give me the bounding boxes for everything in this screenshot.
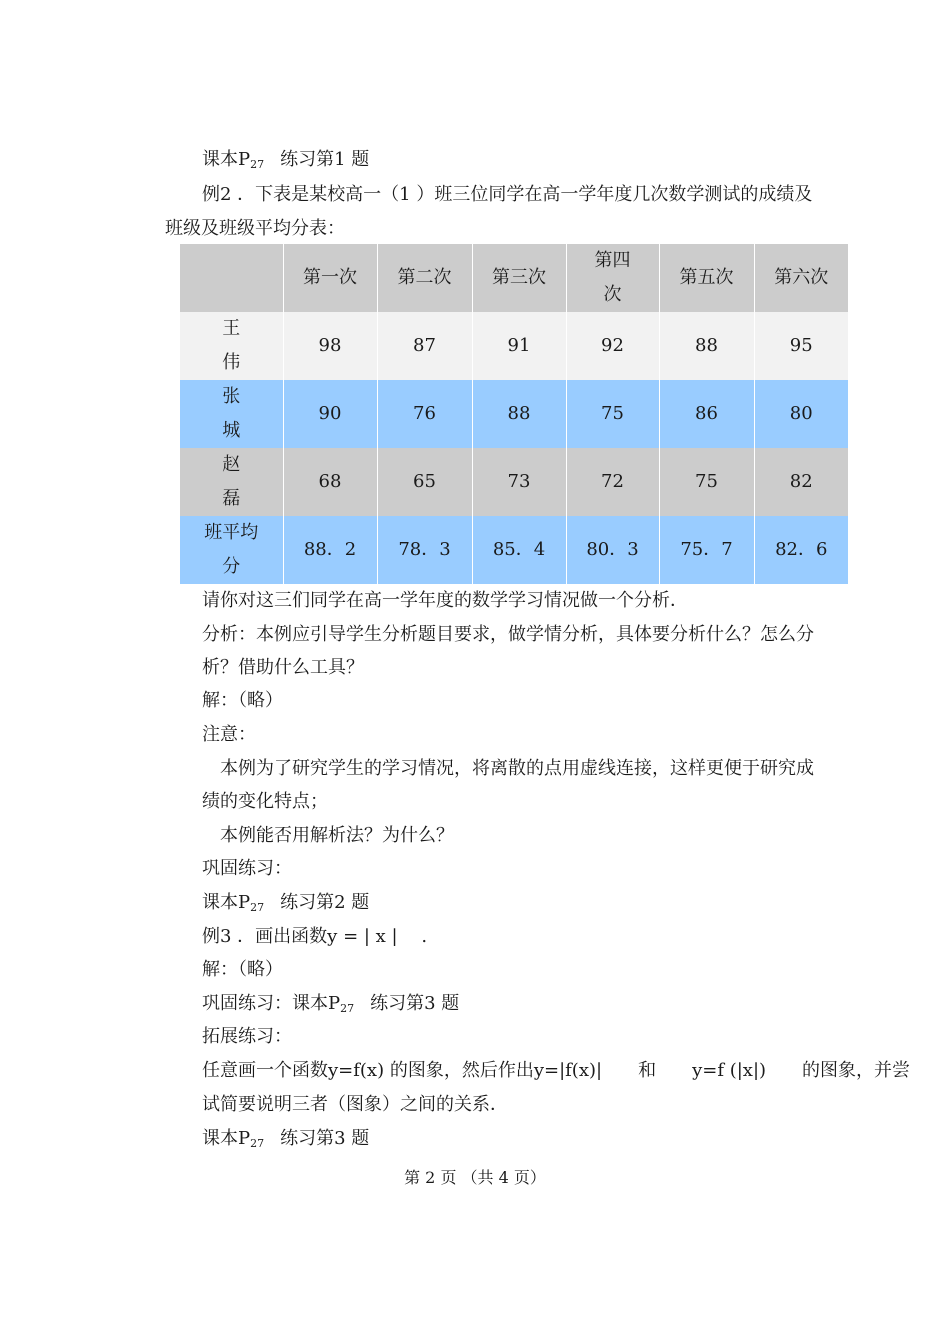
text-line: 请你对这三们同学在高一学年度的数学学习情况做一个分析． bbox=[202, 590, 688, 611]
note-text: 本例为了研究学生的学习情况，将离散的点用虚线连接，这样更便于研究成 bbox=[220, 758, 814, 779]
example-2-statement: 例2 ．下表是某校高一（1 ）班三位同学在高一学年度几次数学测试的成绩及 bbox=[202, 184, 813, 205]
table-header-cell: 第四 次 bbox=[566, 244, 659, 312]
table-row bbox=[180, 448, 848, 516]
note-question: 本例能否用解析法？为什么？ bbox=[220, 825, 454, 846]
score-cell: 90 bbox=[283, 380, 377, 448]
student-name-cell: 王 伟 bbox=[180, 312, 283, 380]
text-line: 课本$P_{27}$ 练习第3 题 bbox=[202, 1128, 370, 1150]
score-cell: 86 bbox=[659, 380, 754, 448]
score-cell: 76 bbox=[377, 380, 472, 448]
note-heading: 注意： bbox=[202, 724, 256, 745]
score-cell: 95 bbox=[754, 312, 848, 380]
average-cell: 88．2 bbox=[283, 516, 377, 584]
text-line: 课本$P_{27}$ 练习第1 题 bbox=[202, 149, 370, 171]
student-name-cell: 赵 磊 bbox=[180, 448, 283, 516]
table-header-cell: 第一次 bbox=[283, 244, 377, 312]
example-3-statement: 例3 ．画出函数y = | x | . bbox=[202, 926, 428, 947]
average-cell: 82．6 bbox=[754, 516, 848, 584]
table-header-cell: 第三次 bbox=[472, 244, 566, 312]
table-header-cell bbox=[180, 244, 283, 312]
score-cell: 80 bbox=[754, 380, 848, 448]
extension-text-cont: 试简要说明三者（图象）之间的关系． bbox=[202, 1094, 508, 1115]
score-cell: 88 bbox=[472, 380, 566, 448]
score-cell: 65 bbox=[377, 448, 472, 516]
page-footer: 第 2 页 （共 4 页） bbox=[404, 1168, 546, 1187]
extension-text: 任意画一个函数y=f(x) 的图象，然后作出y=|f(x)| 和 y=f (|x|) 的图象，并尝 bbox=[202, 1060, 911, 1081]
text-line: 巩固练习：课本$P_{27}$ 练习第3 题 bbox=[202, 993, 460, 1015]
class-average-label-cell: 班平均 分 bbox=[180, 516, 283, 584]
analysis-text: 分析：本例应引导学生分析题目要求，做学情分析，具体要分析什么？怎么分 bbox=[202, 624, 814, 645]
example-2-statement-cont: 班级及班级平均分表： bbox=[165, 218, 345, 239]
table-header-row bbox=[180, 244, 848, 312]
average-cell: 80．3 bbox=[566, 516, 659, 584]
table-header-cell: 第五次 bbox=[659, 244, 754, 312]
score-cell: 75 bbox=[659, 448, 754, 516]
analysis-text-cont: 析？借助什么工具？ bbox=[202, 657, 364, 678]
score-table bbox=[180, 244, 848, 584]
score-cell: 82 bbox=[754, 448, 848, 516]
student-name-cell: 张 城 bbox=[180, 380, 283, 448]
table-header-cell: 第二次 bbox=[377, 244, 472, 312]
table-row bbox=[180, 312, 848, 380]
score-cell: 98 bbox=[283, 312, 377, 380]
solution-text: 解：（略） bbox=[202, 959, 283, 980]
extension-heading: 拓展练习： bbox=[202, 1026, 292, 1047]
table-row bbox=[180, 380, 848, 448]
note-text-cont: 绩的变化特点； bbox=[202, 791, 328, 812]
table-row bbox=[180, 516, 848, 584]
score-cell: 75 bbox=[566, 380, 659, 448]
average-cell: 78．3 bbox=[377, 516, 472, 584]
score-cell: 68 bbox=[283, 448, 377, 516]
average-cell: 85．4 bbox=[472, 516, 566, 584]
score-cell: 88 bbox=[659, 312, 754, 380]
score-cell: 92 bbox=[566, 312, 659, 380]
score-cell: 73 bbox=[472, 448, 566, 516]
score-cell: 91 bbox=[472, 312, 566, 380]
practice-heading: 巩固练习： bbox=[202, 858, 292, 879]
solution-text: 解：（略） bbox=[202, 690, 283, 711]
table-header-cell: 第六次 bbox=[754, 244, 848, 312]
score-cell: 72 bbox=[566, 448, 659, 516]
average-cell: 75．7 bbox=[659, 516, 754, 584]
score-cell: 87 bbox=[377, 312, 472, 380]
text-line: 课本$P_{27}$ 练习第2 题 bbox=[202, 892, 370, 914]
